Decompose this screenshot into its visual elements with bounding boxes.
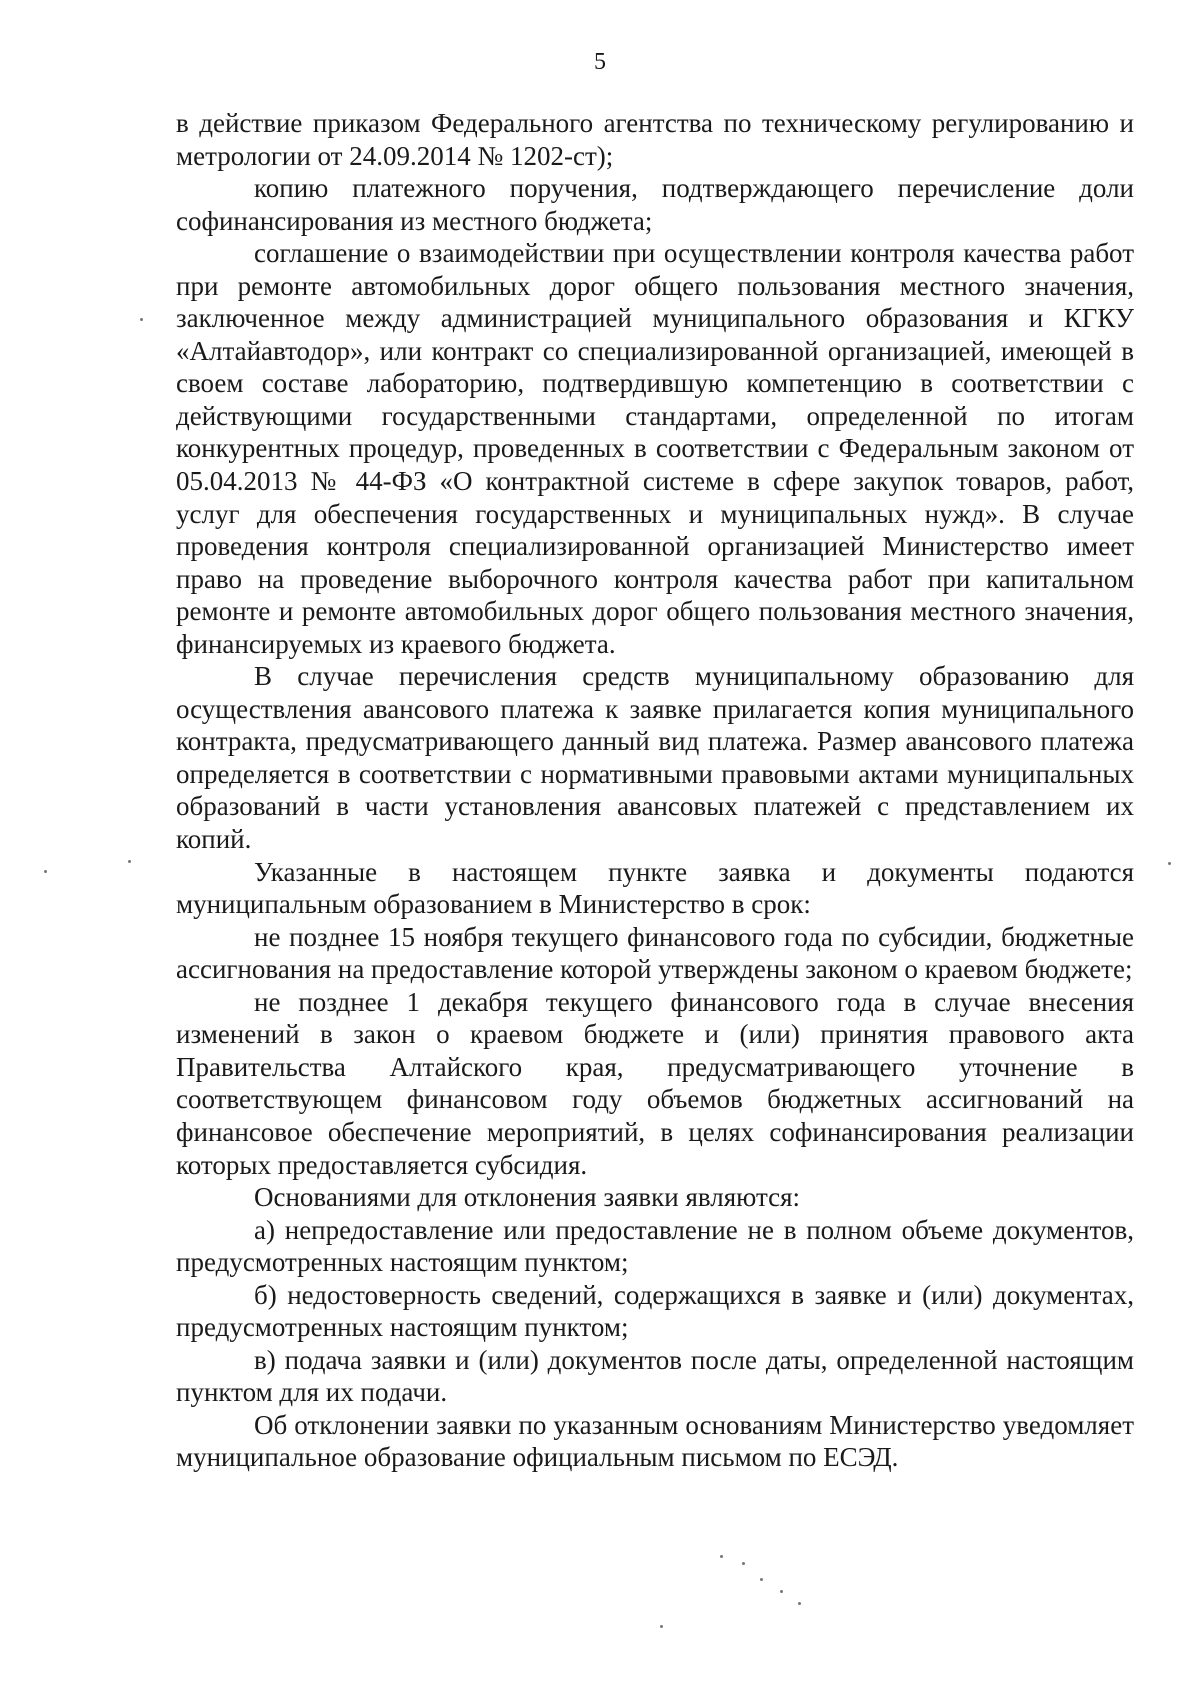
document-body <box>176 107 1134 1474</box>
scan-speck <box>742 1562 745 1565</box>
paragraph-payment-order: копию платежного поручения, подтверждающего перечисление доли софинансирования из местного бюджета; <box>176 173 1134 236</box>
page-number: 5 <box>594 49 606 75</box>
scan-speck <box>44 870 47 873</box>
scan-speck <box>798 1602 801 1605</box>
scan-speck <box>720 1555 723 1558</box>
paragraph-rejection-grounds: Основаниями для отклонения заявки являются: <box>254 1182 801 1213</box>
paragraph-quality-control-agreement: соглашение о взаимодействии при осуществлении контроля качества работ при ремонте автомобильных дорог общего пользования местного значения, заключенное между администрацией муниципального образования и КГКУ «Алтайавтодор», или контракт со специализированной организацией, имеющей в своем составе лабораторию, подтвердившую компетенцию в соответствии с действующими государственными стандартами, определенной по итогам конкурентных процедур, проведенных в соответствии с Федеральным законом от 05.04.2013 № 44-ФЗ «О контрактной системе в сфере закупок товаров, работ, услуг для обеспечения государственных и муниципальных нужд». В случае проведения контроля специализированной организацией Министерство имеет право на проведение выборочного контроля качества работ при капитальном ремонте и ремонте автомобильных дорог общего пользования местного значения, финансируемых из краевого бюджета. <box>176 238 1134 659</box>
paragraph-rejection-a: а) непредоставление или предоставление не в полном объеме документов, предусмотренных настоящим пунктом; <box>176 1214 1134 1278</box>
scan-speck <box>760 1578 763 1581</box>
scan-speck <box>780 1590 783 1593</box>
paragraph-submission-deadline: Указанные в настоящем пункте заявка и документы подаются муниципальным образованием в Министерство в срок: <box>176 856 1134 920</box>
paragraph-rejection-b: б) недостоверность сведений, содержащихся в заявке и (или) документах, предусмотренных настоящим пунктом; <box>176 1279 1134 1343</box>
paragraph-continuation: в действие приказом Федерального агентства по техническому регулированию и метрологии от 24.09.2014 № 1202-ст); <box>176 108 1134 171</box>
paragraph-advance-payment: В случае перечисления средств муниципальному образованию для осуществления авансового платежа к заявке прилагается копия муниципального контракта, предусматривающего данный вид платежа. Размер авансового платежа определяется в соответствии с нормативными правовыми актами муниципальных образований в части установления авансовых платежей с представлением их копий. <box>176 661 1134 855</box>
paragraph-deadline-december: не позднее 1 декабря текущего финансового года в случае внесения изменений в закон о краевом бюджете и (или) принятия правового акта Правительства Алтайского края, предусматривающего уточнение в соответствующем финансовом году объемов бюджетных ассигнований на финансовое обеспечение мероприятий, в целях софинансирования реализации которых предоставляется субсидия. <box>176 986 1134 1180</box>
scan-speck <box>128 860 131 863</box>
paragraph-rejection-notice: Об отклонении заявки по указанным основаниям Министерство уведомляет муниципальное образование официальным письмом по ЕСЭД. <box>176 1409 1134 1473</box>
paragraph-deadline-november: не позднее 15 ноября текущего финансового года по субсидии, бюджетные ассигнования на предоставление которой утверждены законом о краевом бюджете; <box>176 921 1134 985</box>
paragraph-rejection-c: в) подача заявки и (или) документов после даты, определенной настоящим пунктом для их подачи. <box>176 1344 1134 1408</box>
scan-speck <box>660 1625 663 1628</box>
scan-speck <box>140 318 143 321</box>
scan-speck <box>1168 862 1171 865</box>
